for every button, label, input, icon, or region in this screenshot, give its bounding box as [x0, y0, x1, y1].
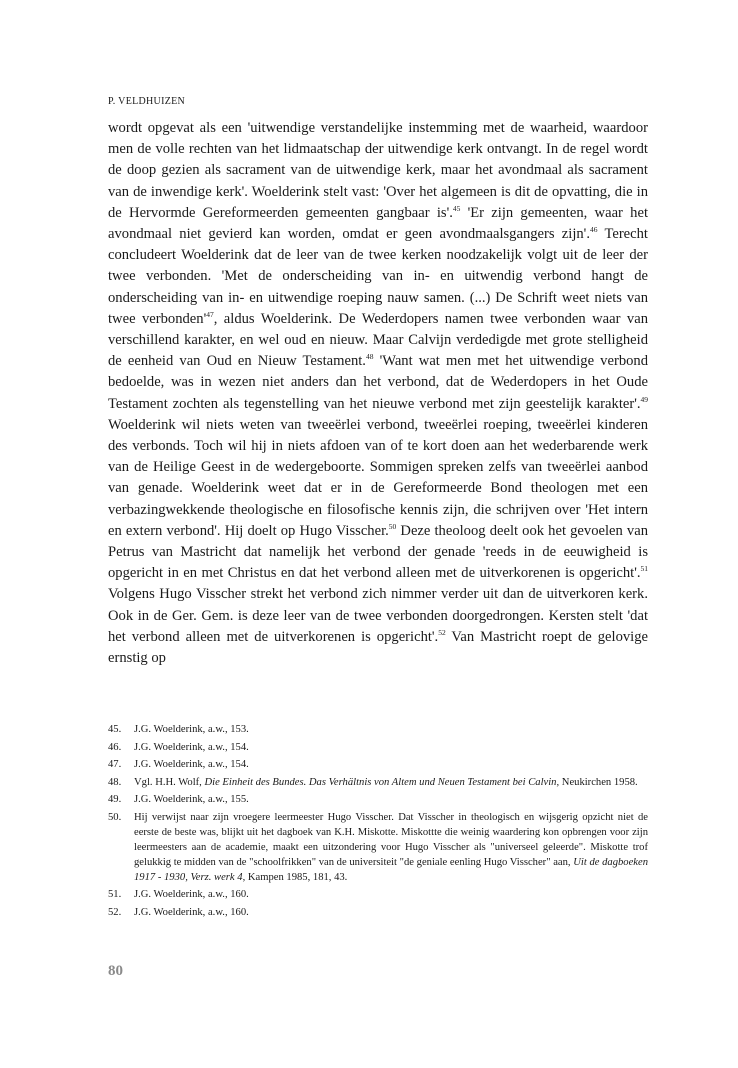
footnote-text: J.G. Woelderink, a.w., 160. [134, 889, 249, 900]
page-number: 80 [108, 963, 123, 979]
text-segment: 'Want wat men met het uitwendige verbond bedoelde, was in wezen niet anders dan het verbond, dat de Wederdopers in het Oude Testament zochten als tegenstelling van het nieuwe verbond met zijn geestelijk karakter'. [108, 353, 649, 412]
footnote-text: J.G. Woelderink, a.w., 154. [134, 741, 249, 753]
footnote-text-part: Vgl. H.H. Wolf, [134, 776, 205, 788]
footnote-ref-51[interactable]: 51 [640, 564, 648, 574]
footnote-text: J.G. Woelderink, a.w., 153. [134, 724, 249, 735]
footnote-number: 47. [108, 759, 122, 770]
footnote-ref-45[interactable]: 45 [452, 203, 461, 213]
footnote-ref-49[interactable]: 49 [640, 394, 648, 404]
footnote-ref-52[interactable]: 52 [438, 628, 446, 638]
footnote-number: 50. [108, 811, 122, 823]
footnote-text: J.G. Woelderink, a.w., 155. [134, 794, 249, 805]
footnote-ref-48[interactable]: 48 [365, 352, 374, 362]
footnote-46 [108, 740, 648, 755]
footnote-text: J.G. Woelderink, a.w., 154. [134, 759, 249, 770]
footnote-text-part: Hij verwijst naar zijn vroegere leermeester Hugo Visscher. Dat Visscher in theologisch en wijsgerig opzicht niet de eerste de beste was, blijkt uit het dagboek van K.H. Miskotte. Miskottte die weinig waardering kon opbrengen voor zijn leermeesters aan de academie, maakt een uitzondering voor Hugo Visscher als "universeel geleerde". Miskotte trof gelukkig te midden van de "schoolfrikken" van de universiteit "de geniale eenling Hugo Visscher" aan, [134, 811, 648, 868]
footnote-45 [108, 722, 648, 737]
footnote-48 [108, 775, 648, 790]
footnote-47 [108, 757, 648, 772]
body-text [108, 118, 648, 669]
running-head: P. VELDHUIZEN [108, 96, 186, 107]
footnote-50 [108, 810, 648, 885]
footnote-text-part: Kampen 1985, 181, 43. [245, 871, 348, 883]
footnote-text-part: Neukirchen 1958. [559, 776, 638, 788]
text-segment: 'Er zijn gemeenten, waar het avondmaal niet gevierd kan worden, omdat er geen avondmaalsgangers zijn'. [108, 204, 648, 243]
footnote-text [134, 810, 648, 885]
text-segment: , aldus Woelderink. De Wederdopers namen twee verbonden waar van verschillend karakter, en wel oud en nieuw. Maar Calvijn verdedigde met grote stelligheid de eenheid van Oud en Nieuw Testament. [108, 310, 648, 370]
footnote-52 [108, 905, 648, 920]
text-segment: wordt opgevat als een 'uitwendige verstandelijke instemming met de waarheid, waardoor men de volle rechten van het lidmaatschap der uitwendige kerk ontvangt. In de regel wordt de doop gezien als sacrament van de uitwendige kerk, maar het avondmaal als sacrament van de inwendige kerk'. Woelderink stelt vast: 'Over het algemeen is dit de opvatting, die in de Hervormde Gereformeerden gemeenten gangbaar is'. [108, 120, 648, 221]
body-paragraph [108, 118, 648, 669]
footnote-number: 51. [108, 889, 122, 900]
footnote-ref-46[interactable]: 46 [589, 225, 598, 235]
footnote-51 [108, 887, 648, 902]
text-segment: Woelderink wil niets weten van tweeërlei verbond, tweeërlei roeping, tweeërlei kinderen des verbonds. Toch wil hij in niets afdoen van of te kort doen aan het wederbarende werk van de Heilige Geest in de wedergeboorte. Sommigen spreken zelfs van tweeërlei aanbod van genade. Woelderink weet dat er in de Gereformeerde Bond theologen met een verbazingwekkende theologische en filosofische kennis zijn, die schrijven over 'Het intern en extern verbond'. Hij doelt op Hugo Visscher. [108, 416, 648, 539]
footnote-number: 45. [108, 724, 122, 735]
text-segment: Terecht concludeert Woelderink dat de leer van de twee kerken noodzakelijk volgt uit de leer der twee verbonden. 'Met de onderscheiding van in- en uitwendig verbond hangt de onderscheiding van in- en uitwendige roeping nauw samen. (...) De Schrift weet niets van twee verbonden' [108, 226, 648, 327]
footnote-ref-47[interactable]: 47 [206, 309, 214, 319]
footnote-number: 49. [108, 794, 122, 805]
cited-title: Die Einheit des Bundes. Das Verhältnis von Altem und Neuen Testament bei Calvin, [204, 776, 560, 788]
cited-title: Uit de dagboeken 1917 - 1930, Verz. werk 4, [134, 856, 648, 883]
footnote-text: J.G. Woelderink, a.w., 160. [134, 906, 249, 918]
footnote-ref-50[interactable]: 50 [388, 522, 397, 531]
footnote-49 [108, 792, 648, 807]
footnote-text [134, 775, 648, 790]
footnotes [108, 722, 648, 922]
footnote-number: 52. [108, 906, 122, 918]
text-segment: Deze theoloog deelt ook het gevoelen van Petrus van Mastricht dat namelijk het verbond der genade 'reeds in de eeuwigheid is opgericht in en met Christus en dat het verbond alleen met de uitverkorenen is opgericht'. [108, 522, 648, 582]
text-segment: Van Mastricht roept de gelovige ernstig op [108, 628, 648, 667]
footnote-number: 46. [108, 741, 122, 753]
footnote-number: 48. [108, 776, 122, 788]
text-segment: Volgens Hugo Visscher strekt het verbond zich nimmer verder uit dan de uitverkoren kerk. Ook in de Ger. Gem. is deze leer van de twee verbonden doorgedrongen. Kersten stelt 'dat het verbond alleen met de uitverkorenen is opgericht'. [108, 586, 648, 645]
